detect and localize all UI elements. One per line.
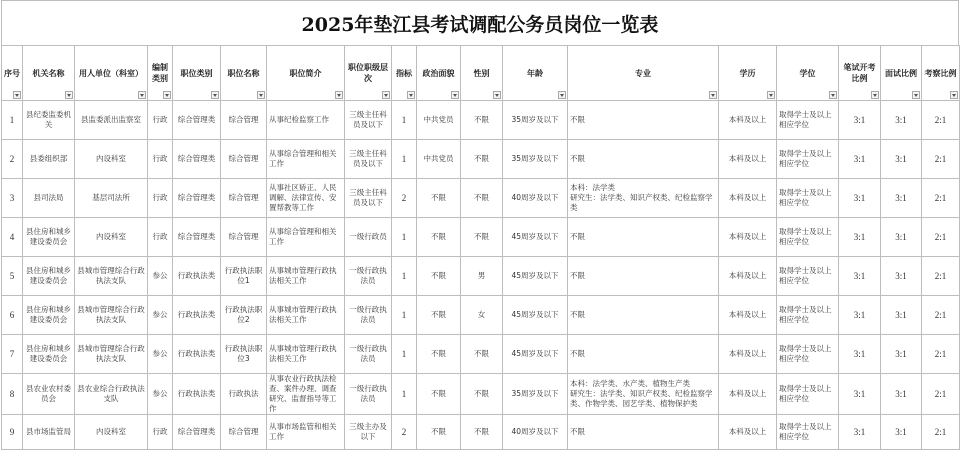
table-cell[interactable]: 2:1 (922, 296, 960, 335)
table-cell[interactable]: 从事社区矫正、人民调解、法律宣传、安置帮教等工作 (267, 179, 345, 218)
table-cell[interactable]: 不限 (417, 415, 461, 450)
table-cell[interactable]: 3 (2, 179, 23, 218)
table-cell[interactable]: 不限 (568, 101, 719, 140)
table-cell[interactable]: 本科及以上 (719, 296, 777, 335)
table-cell[interactable]: 本科及以上 (719, 374, 777, 415)
filter-dropdown-icon[interactable] (829, 91, 837, 99)
table-cell[interactable]: 1 (392, 335, 417, 374)
column-header (839, 46, 881, 101)
filter-dropdown-icon[interactable] (709, 91, 717, 99)
table-row (2, 218, 960, 257)
column-header (777, 46, 839, 101)
table-cell[interactable]: 2:1 (922, 218, 960, 257)
table-cell[interactable]: 3:1 (839, 296, 881, 335)
column-header (503, 46, 568, 101)
table-cell[interactable]: 3:1 (839, 374, 881, 415)
table-cell[interactable]: 从事综合管理和相关工作 (267, 140, 345, 179)
table-cell[interactable]: 参公 (148, 335, 173, 374)
table-cell[interactable]: 县住房和城乡建设委员会 (23, 257, 75, 296)
table-cell[interactable]: 2:1 (922, 335, 960, 374)
column-header-label: 指标 (396, 68, 412, 78)
table-cell[interactable]: 取得学士及以上相应学位 (777, 335, 839, 374)
table-cell[interactable]: 3:1 (839, 335, 881, 374)
table-cell[interactable]: 一级行政执法员 (345, 374, 392, 415)
table-cell[interactable]: 取得学士及以上相应学位 (777, 140, 839, 179)
filter-dropdown-icon[interactable] (871, 91, 879, 99)
table-cell[interactable]: 取得学士及以上相应学位 (777, 415, 839, 450)
filter-dropdown-icon[interactable] (382, 91, 390, 99)
table-cell[interactable]: 基层司法所 (75, 179, 148, 218)
filter-dropdown-icon[interactable] (558, 91, 566, 99)
table-cell[interactable]: 3:1 (881, 218, 922, 257)
column-header (881, 46, 922, 101)
filter-dropdown-icon[interactable] (912, 91, 920, 99)
table-cell[interactable]: 3:1 (881, 335, 922, 374)
table-cell[interactable]: 行政执法类 (173, 335, 221, 374)
table-cell[interactable]: 县住房和城乡建设委员会 (23, 335, 75, 374)
column-header-label: 机关名称 (32, 68, 65, 78)
table-cell[interactable]: 本科及以上 (719, 335, 777, 374)
table-cell[interactable]: 综合管理 (221, 415, 267, 450)
table-cell[interactable]: 行政执法类 (173, 374, 221, 415)
table-cell[interactable]: 综合管理类 (173, 179, 221, 218)
filter-dropdown-icon[interactable] (493, 91, 501, 99)
table-row (2, 415, 960, 450)
table-cell[interactable]: 从事农业行政执法检查、案件办理、调查研究、监督指导等工作 (267, 374, 345, 415)
table-cell[interactable]: 从事综合管理和相关工作 (267, 218, 345, 257)
table-cell[interactable]: 综合管理 (221, 140, 267, 179)
table-cell[interactable]: 不限 (461, 140, 503, 179)
column-header (23, 46, 75, 101)
table-cell[interactable]: 取得学士及以上相应学位 (777, 257, 839, 296)
table-cell[interactable]: 不限 (568, 415, 719, 450)
table-cell[interactable]: 4 (2, 218, 23, 257)
sheet-title-text: 2025年垫江县考试调配公务员岗位一览表 (301, 13, 659, 36)
filter-dropdown-icon[interactable] (767, 91, 775, 99)
table-cell[interactable]: 女 (461, 296, 503, 335)
column-header-label: 学位 (799, 68, 816, 78)
table-cell[interactable]: 40周岁及以下 (503, 179, 568, 218)
table-cell[interactable]: 不限 (568, 218, 719, 257)
column-header-label: 专业 (635, 68, 651, 78)
column-header-label: 面试比例 (885, 68, 917, 78)
table-cell[interactable]: 不限 (461, 415, 503, 450)
table-cell[interactable]: 县住房和城乡建设委员会 (23, 296, 75, 335)
table-cell[interactable]: 县农业农村委员会 (23, 374, 75, 415)
table-cell[interactable]: 不限 (461, 374, 503, 415)
table-cell[interactable]: 一级行政员 (345, 218, 392, 257)
table-cell[interactable]: 参公 (148, 257, 173, 296)
table-cell[interactable]: 45周岁及以下 (503, 296, 568, 335)
column-header-label: 笔试开考比例 (843, 63, 876, 83)
positions-table (1, 45, 960, 450)
table-cell[interactable]: 行政 (148, 415, 173, 450)
column-header-label: 政治面貌 (422, 68, 455, 78)
column-header (75, 46, 148, 101)
table-cell[interactable]: 1 (2, 101, 23, 140)
table-cell[interactable]: 不限 (461, 218, 503, 257)
filter-dropdown-icon[interactable] (257, 91, 265, 99)
table-cell[interactable]: 取得学士及以上相应学位 (777, 101, 839, 140)
table-cell[interactable]: 行政执法类 (173, 296, 221, 335)
table-cell[interactable]: 行政执法职位1 (221, 257, 267, 296)
table-cell[interactable]: 35周岁及以下 (503, 374, 568, 415)
table-cell[interactable]: 2 (392, 415, 417, 450)
table-cell[interactable]: 3:1 (881, 140, 922, 179)
spreadsheet (1, 0, 959, 450)
column-header (392, 46, 417, 101)
column-header (173, 46, 221, 101)
table-cell[interactable]: 3:1 (881, 374, 922, 415)
column-header (417, 46, 461, 101)
table-cell[interactable]: 不限 (461, 101, 503, 140)
table-row (2, 374, 960, 415)
table-cell[interactable]: 县市场监管局 (23, 415, 75, 450)
table-cell[interactable]: 三级主任科员及以下 (345, 179, 392, 218)
table-cell[interactable]: 参公 (148, 374, 173, 415)
column-header-label: 考察比例 (924, 68, 957, 78)
table-cell[interactable]: 3:1 (839, 140, 881, 179)
table-cell[interactable]: 县纪委监委机关 (23, 101, 75, 140)
table-cell[interactable]: 县住房和城乡建设委员会 (23, 218, 75, 257)
table-cell[interactable]: 3:1 (839, 415, 881, 450)
table-row (2, 335, 960, 374)
table-cell[interactable]: 男 (461, 257, 503, 296)
table-cell[interactable]: 本科：法学类、水产类、植物生产类 研究生：法学类、知识产权类、纪检监察学类、作物学类、园艺学类、植物保护类 (568, 374, 719, 415)
table-cell[interactable]: 行政 (148, 218, 173, 257)
table-body (2, 101, 960, 450)
column-header-label: 职位类别 (180, 68, 213, 78)
column-header (568, 46, 719, 101)
table-cell[interactable]: 县委组织部 (23, 140, 75, 179)
table-cell[interactable]: 不限 (417, 218, 461, 257)
table-cell[interactable]: 不限 (417, 179, 461, 218)
table-cell[interactable]: 45周岁及以下 (503, 218, 568, 257)
table-cell[interactable]: 1 (392, 296, 417, 335)
table-cell[interactable]: 县城市管理综合行政执法支队 (75, 296, 148, 335)
table-cell[interactable]: 本科及以上 (719, 415, 777, 450)
column-header (148, 46, 173, 101)
table-cell[interactable]: 3:1 (881, 179, 922, 218)
filter-dropdown-icon[interactable] (211, 91, 219, 99)
table-cell[interactable]: 中共党员 (417, 101, 461, 140)
column-header-label: 年龄 (527, 68, 543, 78)
table-cell[interactable]: 5 (2, 257, 23, 296)
table-cell[interactable]: 从事市场监管和相关工作 (267, 415, 345, 450)
column-header-label: 职位名称 (227, 68, 260, 78)
column-header (719, 46, 777, 101)
table-cell[interactable]: 2:1 (922, 101, 960, 140)
table-cell[interactable]: 综合管理 (221, 179, 267, 218)
table-cell[interactable]: 从事城市管理行政执法相关工作 (267, 335, 345, 374)
table-cell[interactable]: 45周岁及以下 (503, 335, 568, 374)
table-cell[interactable]: 1 (392, 140, 417, 179)
table-cell[interactable]: 综合管理类 (173, 218, 221, 257)
table-cell[interactable]: 中共党员 (417, 140, 461, 179)
table-cell[interactable]: 行政执法职位2 (221, 296, 267, 335)
table-row (2, 101, 960, 140)
table-cell[interactable]: 本科及以上 (719, 101, 777, 140)
table-cell[interactable]: 40周岁及以下 (503, 415, 568, 450)
table-cell[interactable]: 县农业综合行政执法支队 (75, 374, 148, 415)
table-row (2, 296, 960, 335)
table-cell[interactable]: 7 (2, 335, 23, 374)
table-cell[interactable]: 3:1 (881, 296, 922, 335)
table-cell[interactable]: 3:1 (881, 257, 922, 296)
table-cell[interactable]: 本科及以上 (719, 218, 777, 257)
table-cell[interactable]: 2:1 (922, 179, 960, 218)
table-cell[interactable]: 从事纪检监察工作 (267, 101, 345, 140)
table-cell[interactable]: 3:1 (839, 179, 881, 218)
table-cell[interactable]: 县城市管理综合行政执法支队 (75, 257, 148, 296)
table-cell[interactable]: 综合管理 (221, 218, 267, 257)
table-cell[interactable]: 县监委派出监察室 (75, 101, 148, 140)
table-cell[interactable]: 35周岁及以下 (503, 140, 568, 179)
table-cell[interactable]: 综合管理类 (173, 101, 221, 140)
filter-dropdown-icon[interactable] (335, 91, 343, 99)
table-cell[interactable]: 1 (392, 101, 417, 140)
table-cell[interactable]: 2:1 (922, 374, 960, 415)
table-cell[interactable]: 县司法局 (23, 179, 75, 218)
table-cell[interactable]: 本科：法学类 研究生：法学类、知识产权类、纪检监察学类 (568, 179, 719, 218)
table-cell[interactable]: 从事城市管理行政执法相关工作 (267, 257, 345, 296)
filter-dropdown-icon[interactable] (950, 91, 958, 99)
table-header (2, 46, 960, 101)
filter-dropdown-icon[interactable] (13, 91, 21, 99)
table-cell[interactable]: 3:1 (839, 218, 881, 257)
table-cell[interactable]: 不限 (461, 179, 503, 218)
table-cell[interactable]: 本科及以上 (719, 179, 777, 218)
table-cell[interactable]: 行政 (148, 140, 173, 179)
filter-dropdown-icon[interactable] (138, 91, 146, 99)
table-cell[interactable]: 45周岁及以下 (503, 257, 568, 296)
column-header-label: 学历 (739, 68, 756, 78)
table-cell[interactable]: 6 (2, 296, 23, 335)
table-cell[interactable]: 35周岁及以下 (503, 101, 568, 140)
column-header-label: 编制类别 (152, 63, 168, 83)
table-cell[interactable]: 综合管理类 (173, 140, 221, 179)
column-header-label: 职位职级层次 (348, 63, 388, 83)
table-cell[interactable]: 3:1 (839, 101, 881, 140)
column-header (267, 46, 345, 101)
table-cell[interactable]: 行政执法职位3 (221, 335, 267, 374)
table-row (2, 179, 960, 218)
table-cell[interactable]: 一级行政执法员 (345, 296, 392, 335)
table-cell[interactable]: 2:1 (922, 140, 960, 179)
column-header-label: 性别 (473, 68, 490, 78)
table-cell[interactable]: 行政执法 (221, 374, 267, 415)
table-cell[interactable]: 3:1 (881, 101, 922, 140)
table-cell[interactable]: 三级主办及以下 (345, 415, 392, 450)
table-cell[interactable]: 一级行政执法员 (345, 335, 392, 374)
column-header (221, 46, 267, 101)
column-header (345, 46, 392, 101)
table-cell[interactable]: 三级主任科员及以下 (345, 140, 392, 179)
header-row (2, 46, 960, 101)
table-cell[interactable]: 取得学士及以上相应学位 (777, 296, 839, 335)
table-cell[interactable]: 参公 (148, 296, 173, 335)
table-cell[interactable]: 本科及以上 (719, 140, 777, 179)
table-cell[interactable]: 2:1 (922, 415, 960, 450)
table-cell[interactable]: 从事城市管理行政执法相关工作 (267, 296, 345, 335)
table-cell[interactable]: 行政 (148, 179, 173, 218)
table-cell[interactable]: 8 (2, 374, 23, 415)
table-row (2, 140, 960, 179)
table-cell[interactable]: 3:1 (839, 257, 881, 296)
table-cell[interactable]: 行政执法类 (173, 257, 221, 296)
table-cell[interactable]: 取得学士及以上相应学位 (777, 218, 839, 257)
table-cell[interactable]: 1 (392, 218, 417, 257)
table-cell[interactable]: 不限 (417, 296, 461, 335)
table-cell[interactable]: 取得学士及以上相应学位 (777, 374, 839, 415)
table-cell[interactable]: 不限 (417, 374, 461, 415)
table-cell[interactable]: 不限 (568, 257, 719, 296)
column-header-label: 序号 (4, 68, 20, 78)
table-cell[interactable]: 一级行政执法员 (345, 257, 392, 296)
filter-dropdown-icon[interactable] (65, 91, 73, 99)
table-cell[interactable]: 内设科室 (75, 415, 148, 450)
table-cell[interactable]: 不限 (461, 335, 503, 374)
table-cell[interactable]: 县城市管理综合行政执法支队 (75, 335, 148, 374)
table-cell[interactable]: 不限 (568, 296, 719, 335)
table-cell[interactable]: 9 (2, 415, 23, 450)
table-cell[interactable]: 取得学士及以上相应学位 (777, 179, 839, 218)
table-cell[interactable]: 三级主任科员及以下 (345, 101, 392, 140)
table-cell[interactable]: 综合管理类 (173, 415, 221, 450)
column-header (922, 46, 960, 101)
table-cell[interactable]: 行政 (148, 101, 173, 140)
table-cell[interactable]: 2 (2, 140, 23, 179)
table-row (2, 257, 960, 296)
column-header (2, 46, 23, 101)
table-cell[interactable]: 综合管理 (221, 101, 267, 140)
filter-dropdown-icon[interactable] (163, 91, 171, 99)
table-cell[interactable]: 内设科室 (75, 140, 148, 179)
column-header-label: 用人单位（科室） (79, 68, 143, 78)
table-cell[interactable]: 1 (392, 257, 417, 296)
table-cell[interactable]: 2 (392, 179, 417, 218)
table-cell[interactable]: 不限 (568, 140, 719, 179)
table-cell[interactable]: 内设科室 (75, 218, 148, 257)
table-cell[interactable]: 不限 (417, 335, 461, 374)
table-cell[interactable]: 本科及以上 (719, 257, 777, 296)
table-cell[interactable]: 不限 (417, 257, 461, 296)
filter-dropdown-icon[interactable] (407, 91, 415, 99)
table-cell[interactable]: 不限 (568, 335, 719, 374)
table-cell[interactable]: 1 (392, 374, 417, 415)
filter-dropdown-icon[interactable] (451, 91, 459, 99)
sheet-title (1, 0, 959, 45)
column-header (461, 46, 503, 101)
table-cell[interactable]: 2:1 (922, 257, 960, 296)
column-header-label: 职位简介 (289, 68, 322, 78)
table-cell[interactable]: 3:1 (881, 415, 922, 450)
